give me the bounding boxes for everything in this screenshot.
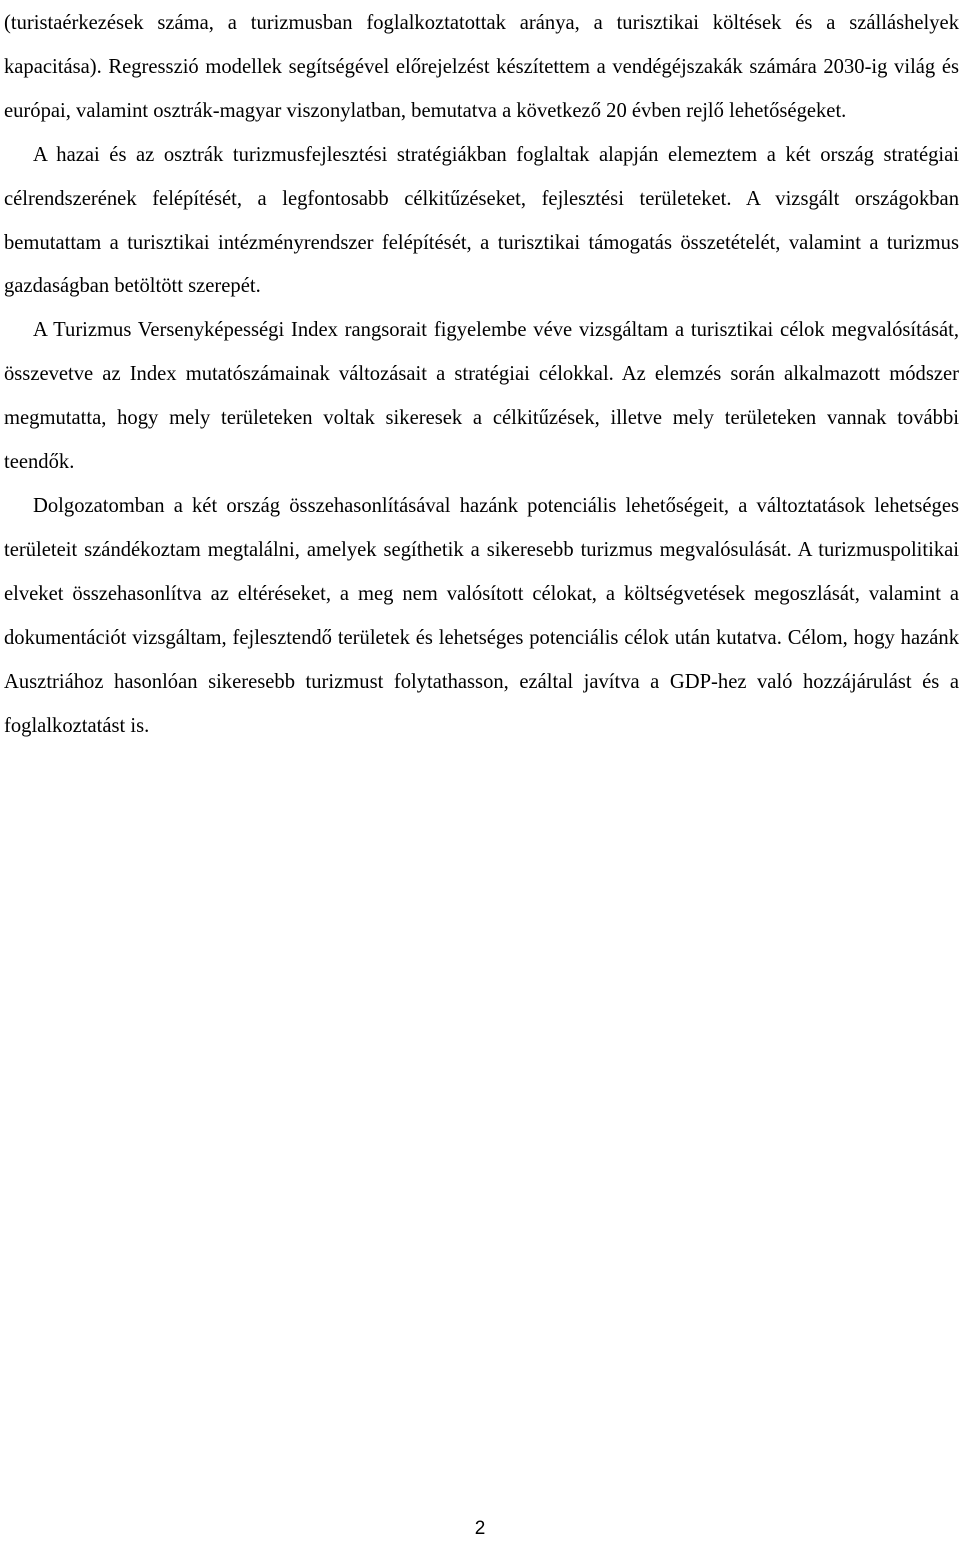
- paragraph-continuation: (turistaérkezések száma, a turizmusban foglalkoztatottak aránya, a turisztikai költések és a szálláshelyek kapacitása). Regresszió modellek segítségével előrejelzést készítettem a vendégéjszakák számára 2030-ig világ és európai, valamint osztrák-magyar viszonylatban, bemutatva a következő 20 évben rejlő lehetőségeket.: [4, 12, 959, 122]
- body-text: [4, 2, 959, 748]
- paragraph-conclusion: Dolgozatomban a két ország összehasonlításával hazánk potenciális lehetőségeit, a változtatások lehetséges területeit szándékoztam megtalálni, amelyek segíthetik a sikeresebb turizmus megvalósulását. A turizmuspolitikai elveket összehasonlítva az eltéréseket, a meg nem valósított célokat, a költségvetések megoszlását, valamint a dokumentációt vizsgáltam, fejlesztendő területek és lehetséges potenciális célok után kutatva. Célom, hogy hazánk Ausztriához hasonlóan sikeresebb turizmust folytathasson, ezáltal javítva a GDP-hez való hozzájárulást és a foglalkoztatást is.: [4, 494, 959, 737]
- paragraph-strategies: A hazai és az osztrák turizmusfejlesztési stratégiákban foglaltak alapján elemeztem a két ország stratégiai célrendszerének felépítését, a legfontosabb célkitűzéseket, fejlesztési területeket. A vizsgált országokban bemutattam a turisztikai intézményrendszer felépítését, a turisztikai támogatás összetételét, valamint a turizmus gazdaságban betöltött szerepét.: [4, 143, 959, 298]
- page-number: 2: [474, 1518, 486, 1539]
- paragraph-competitiveness-index: A Turizmus Versenyképességi Index rangsorait figyelembe véve vizsgáltam a turisztikai célok megvalósítását, összevetve az Index mutatószámainak változásait a stratégiai célokkal. Az elemzés során alkalmazott módszer megmutatta, hogy mely területeken voltak sikeresek a célkitűzések, illetve mely területeken vannak további teendők.: [4, 319, 959, 474]
